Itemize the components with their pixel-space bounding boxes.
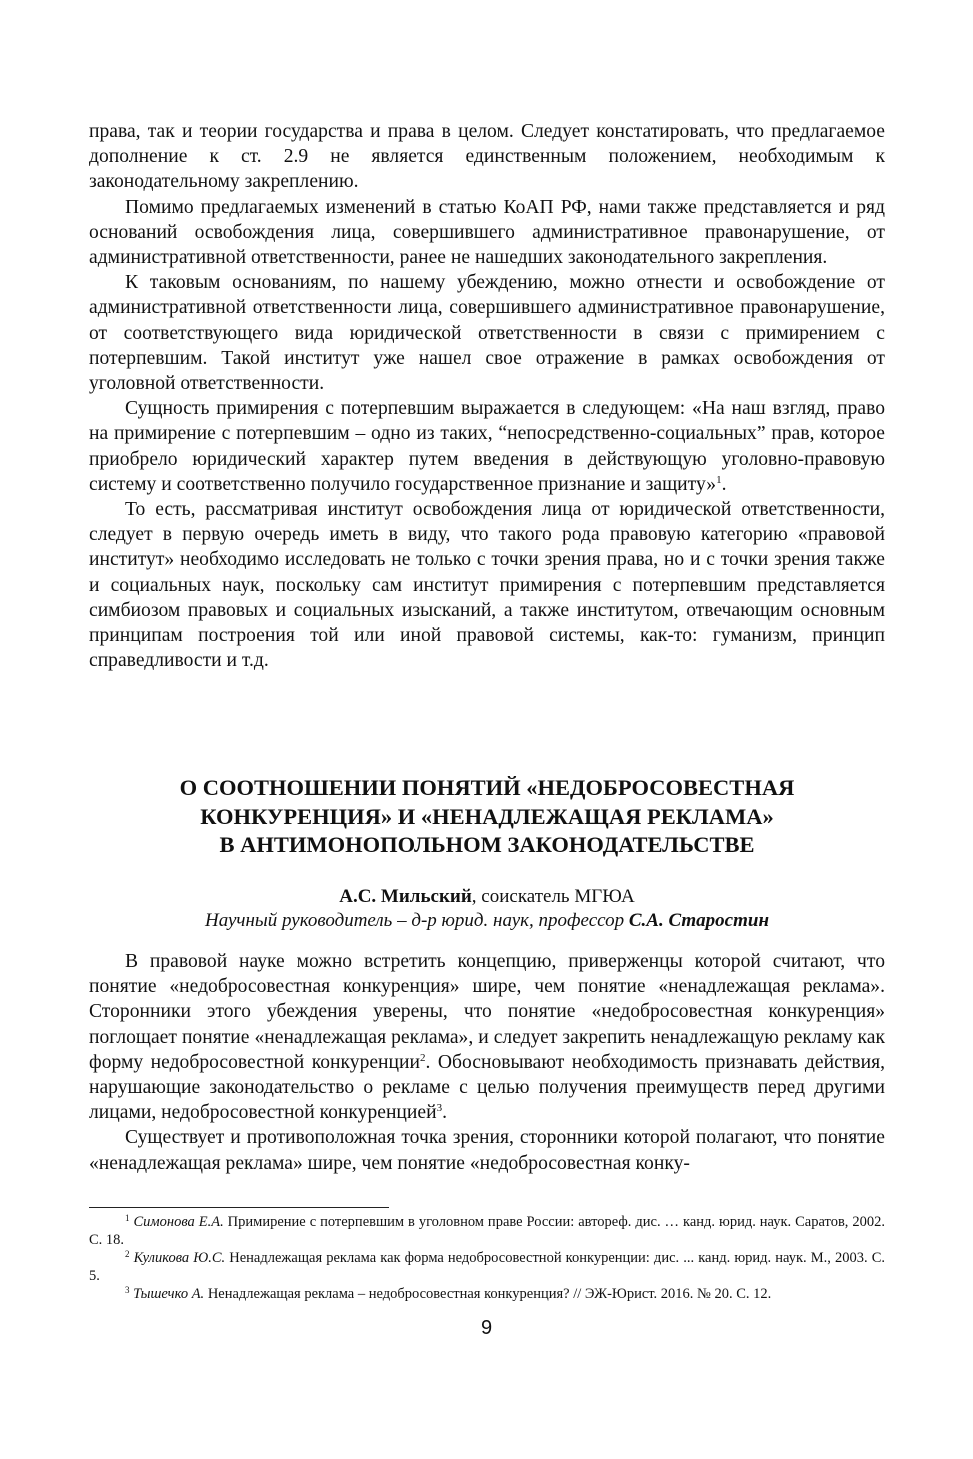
footnote-author: Тышечко А. [133, 1286, 205, 1302]
paragraph-text: В правовой науке можно встретить концепцию, приверженцы которой считают, что понятие «недобросовестная конкуренция» шире, чем понятие «ненадлежащая реклама». Сторонники этого убеждения уверены, что понятие «недобросовестная конкуренция» поглощает понятие «ненадлежащая реклама», и следует закрепить ненадлежащую рекламу как форму недобросовестной конкуренции [89, 951, 885, 1073]
footnote-author: Симонова Е.А. [133, 1214, 224, 1230]
footnote-text: Ненадлежащая реклама – недобросовестная конкуренция? // ЭЖ-Юрист. 2016. № 20. С. 12. [204, 1286, 772, 1302]
author-block [89, 885, 885, 933]
footnote-number: 1 [125, 1213, 130, 1223]
footnote-ref: 1 [716, 473, 722, 486]
paragraph: К таковым основаниям, по нашему убеждению, можно отнести и освобождение от административной ответственности лица, совершившего административное правонарушение, от соответствующего вида юридической ответственности в связи с примирением с потерпевшим. Такой институт уже нашел свое отражение в рамках освобождения от уголовной ответственности. [89, 272, 885, 395]
page-number: 9 [480, 1317, 493, 1339]
footnote [89, 1249, 885, 1285]
author-line [89, 885, 885, 909]
paragraph: права, так и теории государства и права в целом. Следует констатировать, что предлагаемое дополнение к ст. 2.9 не является единственным положением, необходимым к законодательному закреплению. [89, 121, 885, 193]
footnote-divider [89, 1207, 389, 1208]
paragraph-text: . Обосновывают необходимость признавать действия, нарушающие законодательство о рекламе с целью получения преимуществ перед другими лицами, недобросовестной конкуренцией [89, 1051, 885, 1124]
footnote-number: 2 [125, 1249, 130, 1259]
footnote-text: Ненадлежащая реклама как форма недобросовестной конкуренции: дис. ... канд. юрид. наук. М., 2003. С. 5. [89, 1250, 885, 1284]
title-line: В АНТИМОНОПОЛЬНОМ ЗАКОНОДАТЕЛЬСТВЕ [219, 832, 755, 857]
paragraph: Помимо предлагаемых изменений в статью КоАП РФ, нами также представляется и ряд оснований освобождения лица, совершившего административное правонарушение, от административной ответственности, ранее не нашедших законодательного закрепления. [89, 196, 885, 269]
advisor-line [89, 909, 885, 933]
footnote [89, 1285, 885, 1303]
title-line: КОНКУРЕНЦИЯ» И «НЕНАДЛЕЖАЩАЯ РЕКЛАМА» [200, 803, 774, 829]
paragraph [89, 949, 885, 1125]
article-title [89, 774, 885, 860]
advisor-prefix: Научный руководитель – д-р юрид. наук, профессор [205, 910, 629, 931]
author-role: , соискатель МГЮА [471, 886, 635, 907]
paragraph-end: . [721, 473, 727, 495]
paragraph: Существует и противоположная точка зрения, сторонники которой полагают, что понятие «ненадлежащая реклама» шире, чем понятие «недобросовестная конку- [89, 1127, 885, 1174]
body-text-top [89, 119, 885, 673]
paragraph-end: . [442, 1102, 447, 1124]
footnote-ref: 2 [420, 1051, 426, 1064]
author-name: А.С. Мильский [339, 886, 472, 907]
paragraph [89, 396, 885, 497]
paragraph: То есть, рассматривая институт освобождения лица от юридической ответственности, следует в первую очередь иметь в виду, что такого рода правовую категорию «правовой институт» необходимо исследовать не только с точки зрения права, но и с точки зрения также и социальных наук, поскольку сам институт примирения с потерпевшим представляется симбиозом правовых и социальных изысканий, а также институтом, отвечающим основным принципам построения той или иной правовой системы, как-то: гуманизм, принцип справедливости и т.д. [89, 499, 885, 672]
footnote-text: Примирение с потерпевшим в уголовном праве России: автореф. дис. … канд. юрид. наук. Саратов, 2002. С. 18. [89, 1214, 886, 1248]
title-line: О СООТНОШЕНИИ ПОНЯТИЙ «НЕДОБРОСОВЕСТНАЯ [179, 775, 795, 800]
body-text-bottom [89, 949, 885, 1176]
footnote-author: Куликова Ю.С. [133, 1250, 226, 1266]
footnotes [89, 1213, 885, 1303]
advisor-name: С.А. Старостин [628, 910, 769, 931]
footnote-ref: 3 [436, 1102, 443, 1115]
footnote-number: 3 [125, 1285, 130, 1295]
footnote [89, 1213, 885, 1249]
paragraph-text: Сущность примирения с потерпевшим выражается в следующем: «На наш взгляд, право на примирение с потерпевшим – одно из таких, “непосредственно-социальных” прав, которое приобрело юридический характер путем введения в действующую уголовно-правовую систему и соответственно получило государственное признание и защиту» [89, 398, 885, 495]
